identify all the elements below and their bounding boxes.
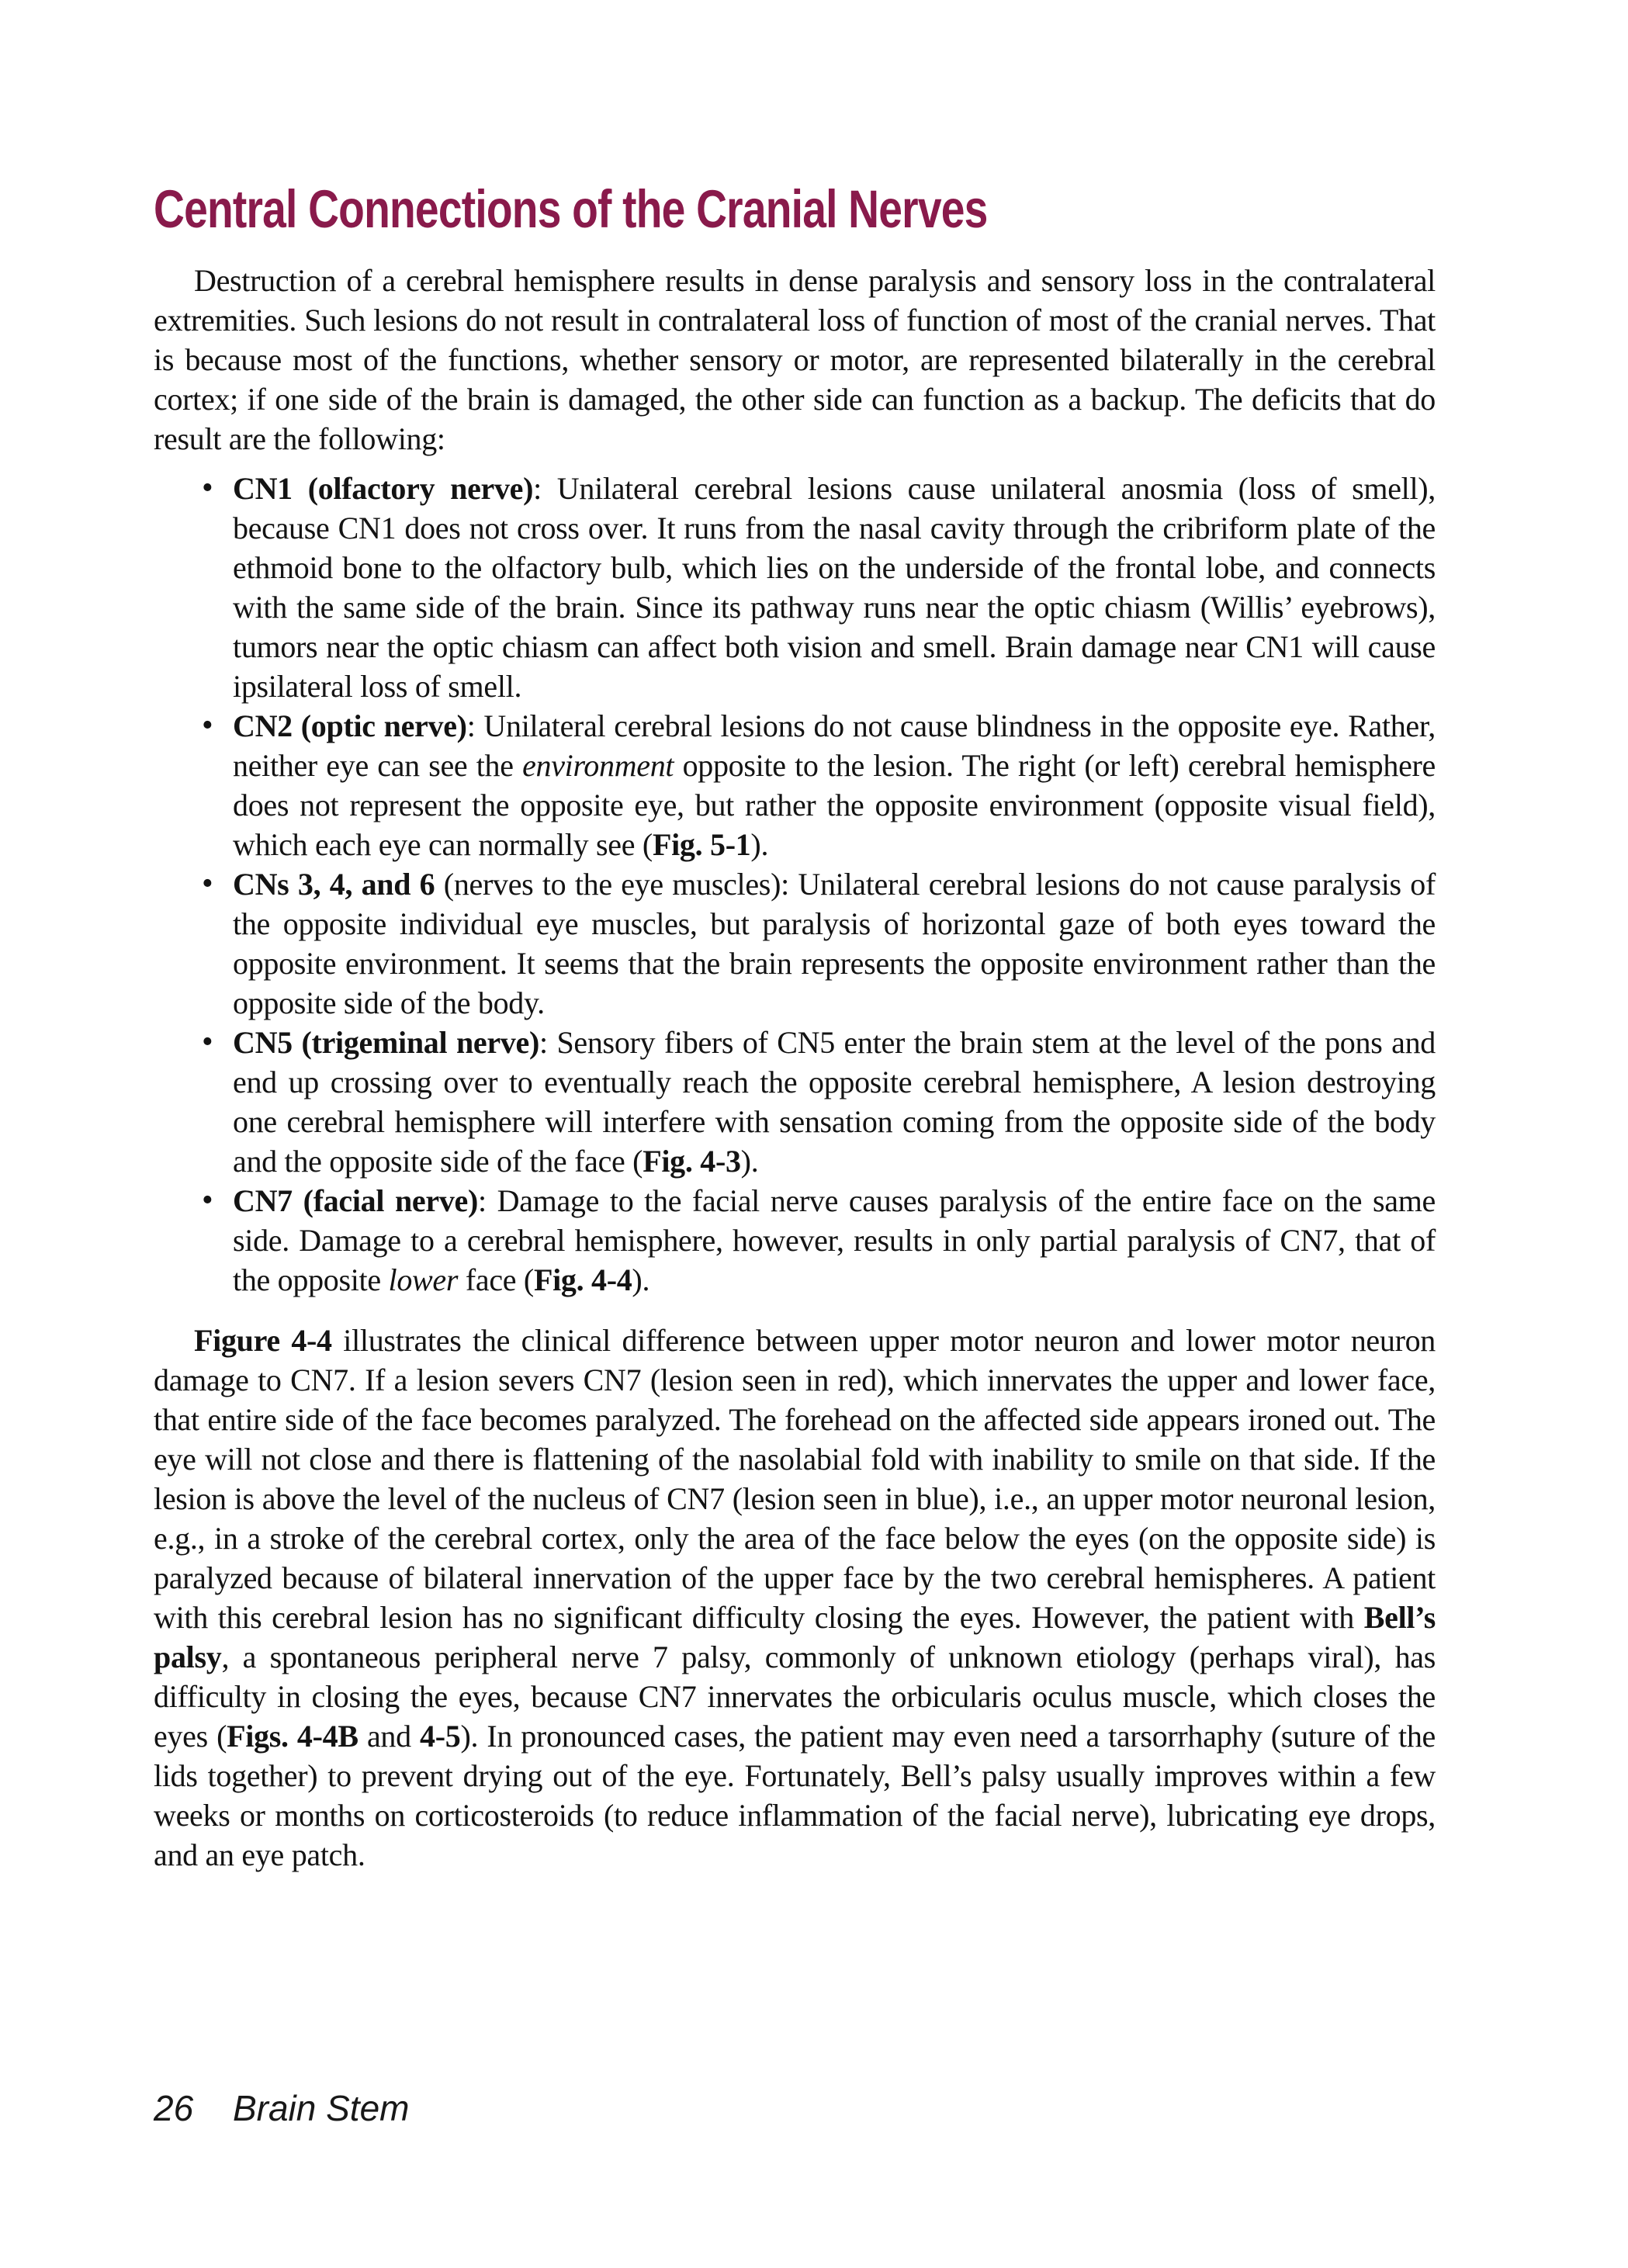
text-run: opposite to the lesion. The right (or left) cerebral hemisphere does not represent the opposite eye, but rather the opposite environment (opposite visual field), which each eye can normally see (	[233, 748, 1436, 862]
text-run: : Unilateral cerebral lesions cause unilateral anosmia (loss of smell), because CN1 does not cross over. It runs from the nasal cavity through the cribriform plate of the ethmoid bone to the olfactory bulb, which lies on the underside of the frontal lobe, and connects with the same side of the brain. Since its pathway runs near the optic chiasm (Willis’ eyebrows), tumors near the optic chiasm can affect both vision and smell. Brain damage near CN1 will cause ipsilateral loss of smell.	[233, 471, 1436, 704]
page-footer	[154, 2090, 409, 2126]
text-run: (nerves to the eye muscles): Unilateral cerebral lesions do not cause paralysis of the opposite individual eye muscles, but paralysis of horizontal gaze of both eyes toward the opposite environment. It seems that the brain represents the opposite environment rather than the opposite side of the body.	[233, 867, 1436, 1020]
text-run: environment	[522, 748, 674, 783]
text-run: 4-5	[420, 1719, 461, 1754]
text-run: Figs. 4-4B	[227, 1719, 359, 1754]
text-run: ).	[632, 1262, 650, 1297]
list-item	[233, 1023, 1436, 1181]
text-run: Destruction of a cerebral hemisphere results in dense paralysis and sensory loss in the contralateral extremities. Such lesions do not result in contralateral loss of function of most of the cranial nerves. That is because most of the functions, whether sensory or motor, are represented bilaterally in the cerebral cortex; if one side of the brain is damaged, the other side can function as a backup. The deficits that do result are the following:	[154, 263, 1436, 456]
text-run: and	[358, 1719, 421, 1754]
text-run: ).	[740, 1144, 759, 1179]
text-run: Fig. 5-1	[652, 827, 751, 862]
list-item	[233, 706, 1436, 864]
page-number: 26	[154, 2088, 194, 2128]
text-run: CN1 (olfactory nerve)	[233, 471, 534, 506]
list-item	[233, 469, 1436, 706]
text-run: , a spontaneous peripheral nerve 7 palsy, commonly of unknown etiology (perhaps viral), has difficulty in closing the eyes, because CN7 innervates the orbicularis oculus muscle, which closes the eyes (	[154, 1640, 1436, 1754]
figure-discussion-paragraph	[154, 1321, 1436, 1875]
text-run: Fig. 4-4	[533, 1262, 632, 1297]
text-run: Bell’s palsy	[154, 1600, 1436, 1674]
list-item	[233, 1181, 1436, 1300]
text-run: Figure 4-4	[194, 1323, 332, 1358]
text-run: CN5 (trigeminal nerve)	[233, 1025, 539, 1060]
text-run: ). In pronounced cases, the patient may even need a tarsorrhaphy (suture of the lids together) to prevent drying out of the eye. Fortunately, Bell’s palsy usually improves within a few weeks or months on corticosteroids (to reduce inflammation of the facial nerve), lubricating eye drops, and an eye patch.	[154, 1719, 1436, 1872]
intro-paragraph	[154, 261, 1436, 459]
text-run: lower	[388, 1262, 459, 1297]
section-heading: Central Connections of the Cranial Nerves	[154, 179, 988, 239]
deficit-list	[154, 469, 1436, 1300]
text-run: CN2 (optic nerve)	[233, 708, 467, 743]
text-run: : Sensory fibers of CN5 enter the brain stem at the level of the pons and end up crossing over to eventually reach the opposite cerebral hemisphere, A lesion destroying one cerebral hemisphere will interfere with sensation coming from the opposite side of the body and the opposite side of the face (	[233, 1025, 1436, 1179]
text-run: : Damage to the facial nerve causes paralysis of the entire face on the same side. Damage to a cerebral hemisphere, however, results in only partial paralysis of CN7, that of the opposite	[233, 1183, 1436, 1297]
list-item	[233, 864, 1436, 1023]
page-content	[154, 0, 1436, 1875]
text-run: illustrates the clinical difference between upper motor neuron and lower motor neuron damage to CN7. If a lesion severs CN7 (lesion seen in red), which innervates the upper and lower face, that entire side of the face becomes paralyzed. The forehead on the affected side appears ironed out. The eye will not close and there is flattening of the nasolabial fold with inability to smile on that side. If the lesion is above the level of the nucleus of CN7 (lesion seen in blue), i.e., an upper motor neuronal lesion, e.g., in a stroke of the cerebral cortex, only the area of the face below the eyes (on the opposite side) is paralyzed because of bilateral innervation of the upper face by the two cerebral hemispheres. A patient with this cerebral lesion has no significant difficulty closing the eyes. However, the patient with	[154, 1323, 1436, 1635]
text-run: ).	[750, 827, 769, 862]
running-footer-chapter: Brain Stem	[232, 2088, 410, 2128]
text-run: : Unilateral cerebral lesions do not cause blindness in the opposite eye. Rather, neither eye can see the	[233, 708, 1436, 783]
text-run: CNs 3, 4, and 6	[233, 867, 435, 902]
text-run: CN7 (facial nerve)	[233, 1183, 479, 1218]
text-run: Fig. 4-3	[643, 1144, 741, 1179]
text-run: face (	[458, 1262, 534, 1297]
